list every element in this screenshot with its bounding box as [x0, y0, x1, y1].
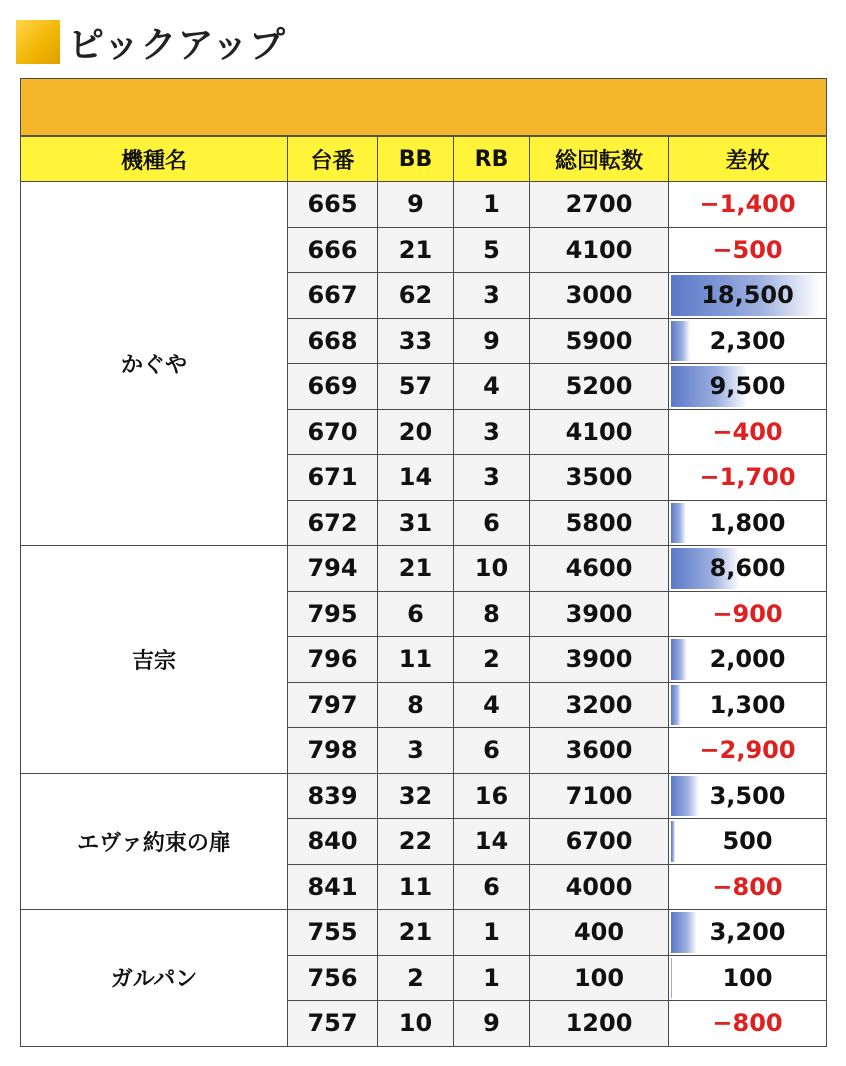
- diff-cell: [669, 910, 827, 956]
- pickup-table: [20, 78, 827, 1047]
- spins-cell: 3600: [530, 728, 669, 774]
- spins-cell: 3900: [530, 591, 669, 637]
- diff-cell: [669, 864, 827, 910]
- diff-value: −900: [712, 599, 783, 628]
- diff-cell: [669, 273, 827, 319]
- spins-cell: 2700: [530, 182, 669, 228]
- bb-cell: 32: [378, 773, 454, 819]
- spins-cell: 4600: [530, 546, 669, 592]
- diff-cell: [669, 318, 827, 364]
- diff-cell: [669, 682, 827, 728]
- machine-number-cell: 840: [288, 819, 378, 865]
- diff-cell: [669, 591, 827, 637]
- rb-cell: 3: [454, 409, 530, 455]
- rb-cell: 9: [454, 318, 530, 364]
- table-row: [21, 773, 827, 819]
- bb-cell: 9: [378, 182, 454, 228]
- diff-cell: [669, 637, 827, 683]
- rb-cell: 1: [454, 182, 530, 228]
- rb-cell: 16: [454, 773, 530, 819]
- table-body: [21, 182, 827, 1047]
- bb-cell: 20: [378, 409, 454, 455]
- diff-cell: [669, 182, 827, 228]
- diff-bar: [671, 321, 690, 362]
- rb-cell: 14: [454, 819, 530, 865]
- banner-cell: [21, 79, 827, 137]
- header-rb: RB: [454, 136, 530, 182]
- diff-value: 500: [722, 827, 773, 856]
- diff-cell: [669, 227, 827, 273]
- machine-number-cell: 797: [288, 682, 378, 728]
- machine-name-cell: エヴァ約束の扉: [21, 773, 288, 910]
- section-heading: [16, 20, 286, 64]
- machine-number-cell: 755: [288, 910, 378, 956]
- rb-cell: 3: [454, 273, 530, 319]
- diff-value: 3,500: [709, 781, 786, 810]
- rb-cell: 4: [454, 682, 530, 728]
- machine-number-cell: 669: [288, 364, 378, 410]
- diff-bar: [671, 821, 675, 862]
- spins-cell: 3500: [530, 455, 669, 501]
- machine-number-cell: 794: [288, 546, 378, 592]
- machine-number-cell: 757: [288, 1001, 378, 1047]
- diff-cell: [669, 1001, 827, 1047]
- diff-bar: [671, 912, 697, 953]
- diff-cell: [669, 773, 827, 819]
- diff-cell: [669, 546, 827, 592]
- bb-cell: 31: [378, 500, 454, 546]
- header-number: 台番: [288, 136, 378, 182]
- bb-cell: 11: [378, 864, 454, 910]
- spins-cell: 6700: [530, 819, 669, 865]
- bb-cell: 21: [378, 546, 454, 592]
- diff-value: −1,400: [699, 190, 796, 219]
- heading-square-icon: [16, 20, 60, 64]
- rb-cell: 6: [454, 500, 530, 546]
- machine-name-cell: ガルパン: [21, 910, 288, 1047]
- spins-cell: 5200: [530, 364, 669, 410]
- rb-cell: 3: [454, 455, 530, 501]
- rb-cell: 4: [454, 364, 530, 410]
- machine-number-cell: 668: [288, 318, 378, 364]
- spins-cell: 400: [530, 910, 669, 956]
- rb-cell: 10: [454, 546, 530, 592]
- bb-cell: 33: [378, 318, 454, 364]
- header-bb: BB: [378, 136, 454, 182]
- bb-cell: 21: [378, 910, 454, 956]
- header-machine: 機種名: [21, 136, 288, 182]
- diff-value: −2,900: [699, 736, 796, 765]
- bb-cell: 22: [378, 819, 454, 865]
- spins-cell: 4000: [530, 864, 669, 910]
- bb-cell: 21: [378, 227, 454, 273]
- diff-cell: [669, 455, 827, 501]
- diff-cell: [669, 364, 827, 410]
- rb-cell: 1: [454, 910, 530, 956]
- machine-number-cell: 796: [288, 637, 378, 683]
- header-diff: 差枚: [669, 136, 827, 182]
- rb-cell: 6: [454, 864, 530, 910]
- diff-value: 18,500: [701, 281, 794, 310]
- spins-cell: 100: [530, 955, 669, 1001]
- diff-value: 2,000: [709, 645, 786, 674]
- machine-number-cell: 756: [288, 955, 378, 1001]
- spins-cell: 3900: [530, 637, 669, 683]
- diff-value: −800: [712, 872, 783, 901]
- diff-value: −400: [712, 417, 783, 446]
- machine-number-cell: 795: [288, 591, 378, 637]
- machine-number-cell: 670: [288, 409, 378, 455]
- bb-cell: 6: [378, 591, 454, 637]
- diff-value: 1,300: [709, 690, 786, 719]
- rb-cell: 1: [454, 955, 530, 1001]
- diff-bar: [671, 776, 699, 817]
- diff-value: 1,800: [709, 508, 786, 537]
- diff-value: 8,600: [709, 554, 786, 583]
- diff-cell: [669, 409, 827, 455]
- diff-cell: [669, 955, 827, 1001]
- bb-cell: 14: [378, 455, 454, 501]
- rb-cell: 8: [454, 591, 530, 637]
- spins-cell: 3200: [530, 682, 669, 728]
- table-row: [21, 910, 827, 956]
- diff-value: −1,700: [699, 463, 796, 492]
- spins-cell: 5800: [530, 500, 669, 546]
- rb-cell: 9: [454, 1001, 530, 1047]
- bb-cell: 2: [378, 955, 454, 1001]
- machine-number-cell: 666: [288, 227, 378, 273]
- diff-bar: [671, 503, 686, 544]
- table-row: [21, 546, 827, 592]
- diff-value: 3,200: [709, 918, 786, 947]
- pickup-table-container: [20, 78, 826, 1047]
- diff-cell: [669, 728, 827, 774]
- header-row: [21, 136, 827, 182]
- machine-number-cell: 671: [288, 455, 378, 501]
- rb-cell: 5: [454, 227, 530, 273]
- diff-value: 9,500: [709, 372, 786, 401]
- spins-cell: 4100: [530, 227, 669, 273]
- diff-value: −800: [712, 1009, 783, 1038]
- bb-cell: 62: [378, 273, 454, 319]
- rb-cell: 2: [454, 637, 530, 683]
- machine-number-cell: 665: [288, 182, 378, 228]
- diff-cell: [669, 500, 827, 546]
- bb-cell: 8: [378, 682, 454, 728]
- bb-cell: 57: [378, 364, 454, 410]
- machine-number-cell: 841: [288, 864, 378, 910]
- machine-number-cell: 798: [288, 728, 378, 774]
- diff-bar: [671, 639, 687, 680]
- bb-cell: 10: [378, 1001, 454, 1047]
- header-spins: 総回転数: [530, 136, 669, 182]
- diff-bar: [671, 958, 672, 999]
- machine-name-cell: 吉宗: [21, 546, 288, 774]
- rb-cell: 6: [454, 728, 530, 774]
- spins-cell: 3000: [530, 273, 669, 319]
- spins-cell: 7100: [530, 773, 669, 819]
- heading-title: ピックアップ: [68, 24, 287, 66]
- spins-cell: 5900: [530, 318, 669, 364]
- spins-cell: 4100: [530, 409, 669, 455]
- diff-cell: [669, 819, 827, 865]
- machine-number-cell: 672: [288, 500, 378, 546]
- machine-number-cell: 667: [288, 273, 378, 319]
- diff-value: −500: [712, 235, 783, 264]
- machine-number-cell: 839: [288, 773, 378, 819]
- spins-cell: 1200: [530, 1001, 669, 1047]
- diff-value: 2,300: [709, 326, 786, 355]
- table-banner: [21, 79, 827, 137]
- diff-bar: [671, 685, 681, 726]
- machine-name-cell: かぐや: [21, 182, 288, 546]
- bb-cell: 3: [378, 728, 454, 774]
- diff-value: 100: [722, 963, 773, 992]
- table-row: [21, 182, 827, 228]
- bb-cell: 11: [378, 637, 454, 683]
